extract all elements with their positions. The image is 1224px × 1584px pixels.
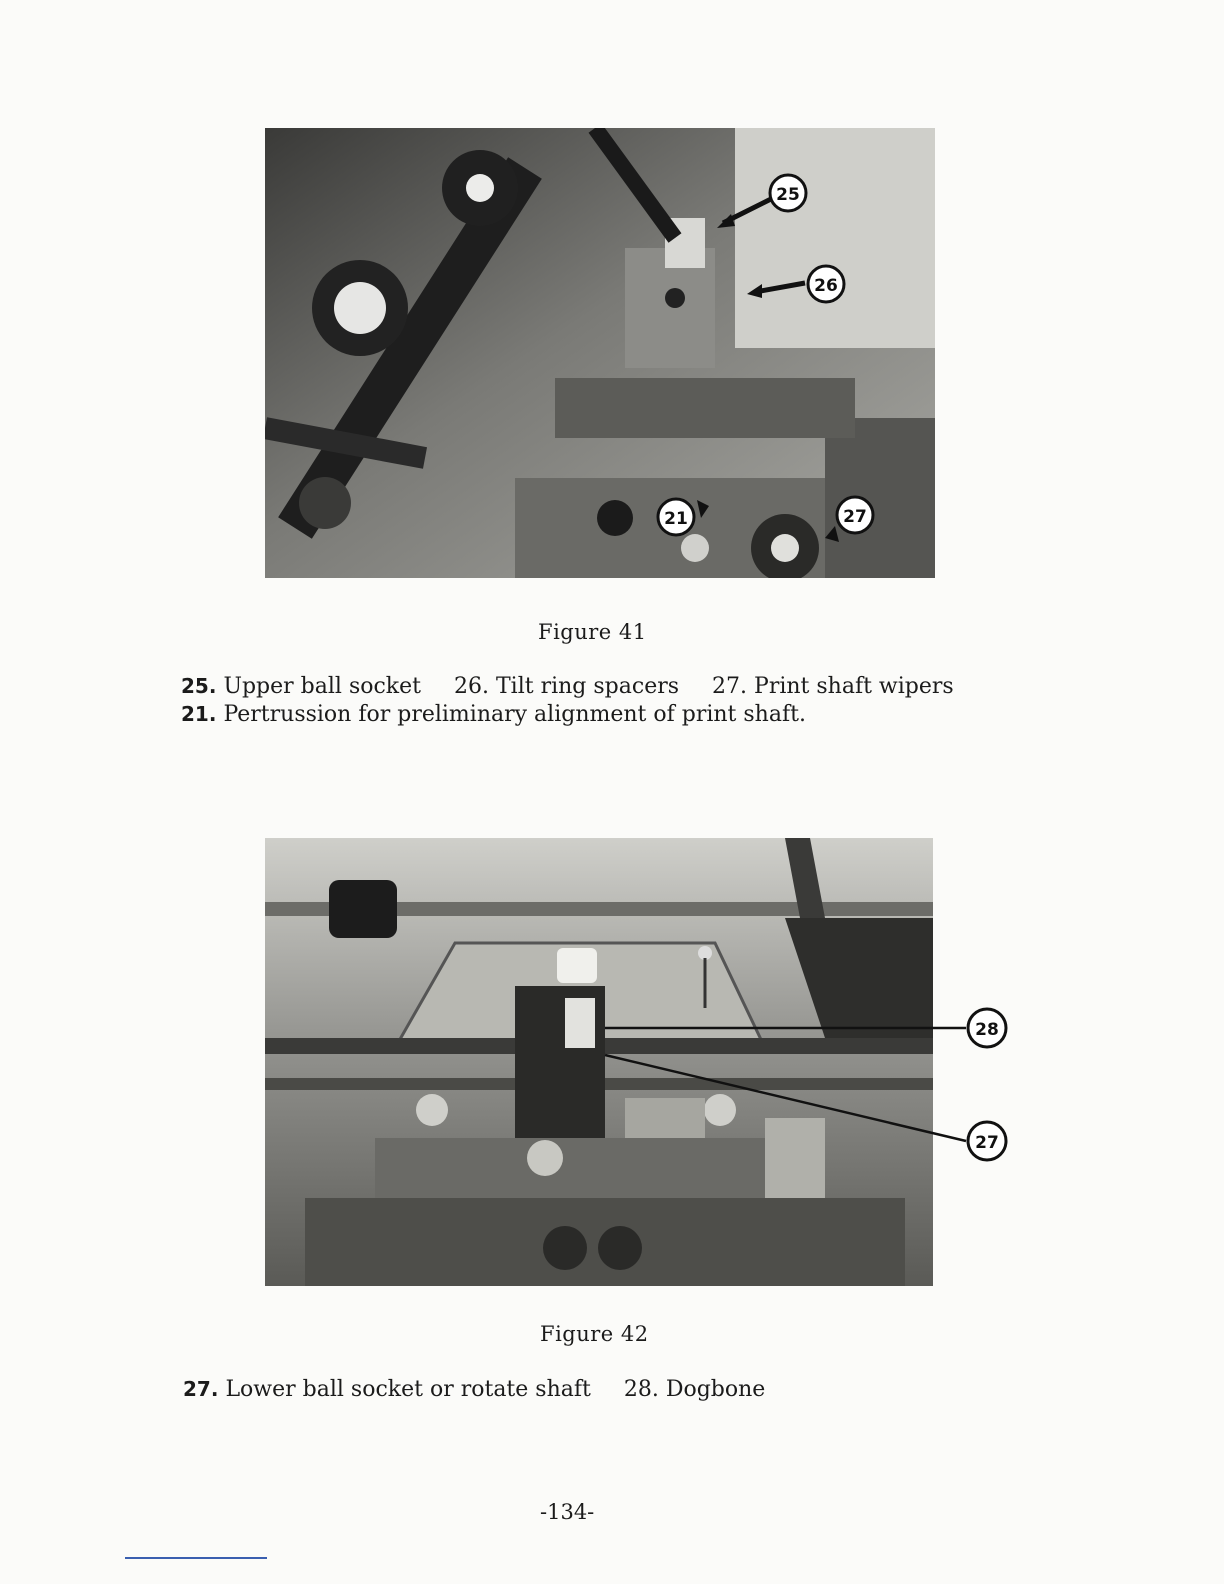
- page-number: -134-: [540, 1500, 595, 1524]
- legend-item-28: 28. Dogbone: [623, 1377, 766, 1402]
- legend-item-21-num: 21.: [181, 702, 217, 726]
- legend-item-27: 27. Print shaft wipers: [712, 674, 954, 699]
- callout-27b-label: 27: [975, 1133, 999, 1153]
- figure-41-image: [265, 128, 935, 578]
- figure-42-legend-line-1: [183, 1377, 791, 1402]
- figure-41-legend-line-1: [181, 674, 980, 699]
- legend-item-27-lower: 27. Lower ball socket or rotate shaft: [183, 1377, 591, 1402]
- figure-41-photo: [265, 128, 935, 578]
- callout-27b: [605, 1055, 1006, 1160]
- callout-25-label: 25: [776, 185, 800, 205]
- callout-27-label: 27: [843, 507, 867, 527]
- legend-item-21-text: Pertrussion for preliminary alignment of print shaft.: [223, 702, 806, 727]
- figure-42-callouts: [590, 1000, 1030, 1170]
- callout-28-label: 28: [975, 1020, 999, 1040]
- margin-rule: [125, 1557, 267, 1559]
- callout-28: [605, 1009, 1006, 1047]
- callout-26-label: 26: [814, 276, 838, 296]
- figure-41-caption: Figure 41: [538, 620, 647, 644]
- callout-21-label: 21: [664, 509, 688, 529]
- figure-42-caption: Figure 42: [540, 1322, 649, 1346]
- legend-item-25: 25. Upper ball socket: [181, 674, 421, 699]
- figure-41-legend-line-2: [181, 702, 832, 727]
- legend-item-26: 26. Tilt ring spacers: [454, 674, 680, 699]
